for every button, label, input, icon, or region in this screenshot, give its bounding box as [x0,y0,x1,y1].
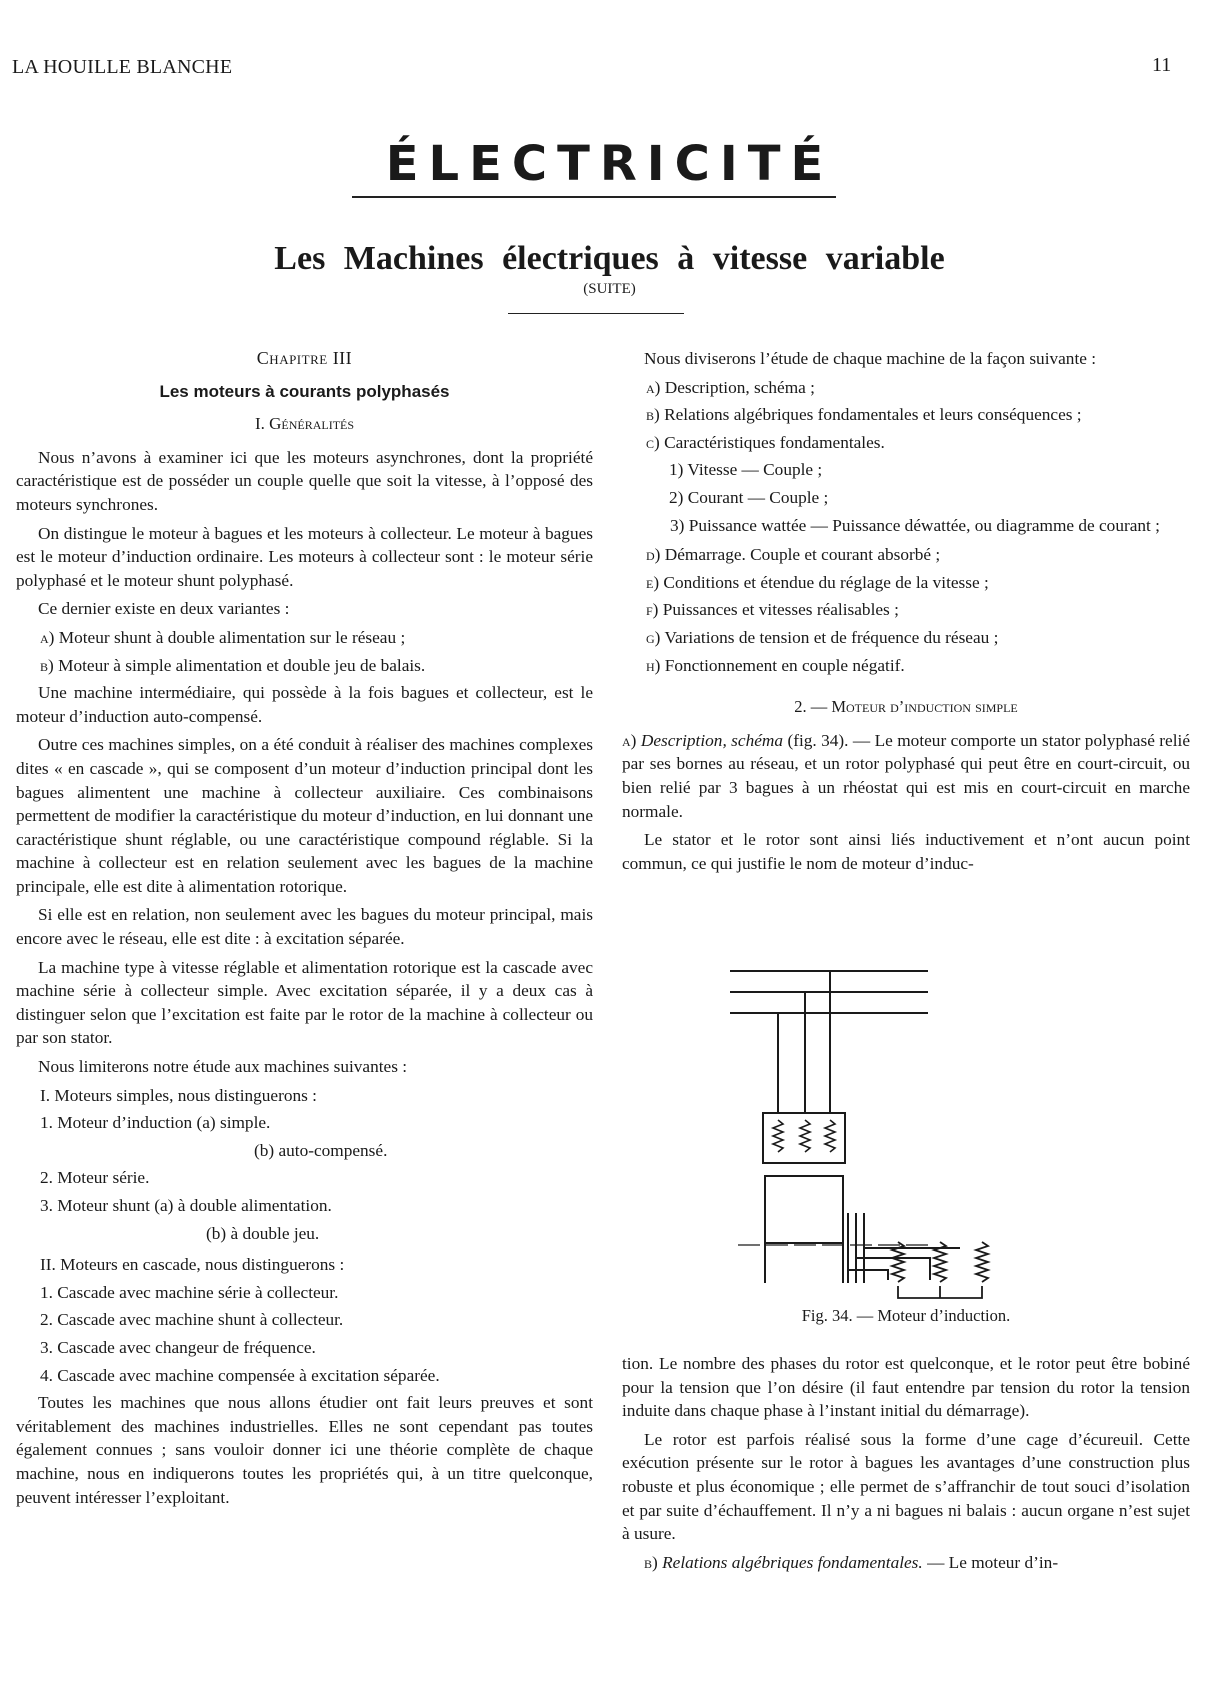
list-item: 2. Cascade avec machine shunt à collecteur. [40,1310,344,1330]
plan-item: g) Variations de tension et de fréquence du réseau ; [646,627,999,647]
rheostat-diagram [870,1240,1060,1310]
plan-subitem: 1) Vitesse — Couple ; [669,460,823,480]
list-item: I. Moteurs simples, nous distinguerons : [40,1085,317,1105]
running-title: LA HOUILLE BLANCHE [12,56,233,78]
list-item: 3. Moteur shunt (a) à double alimentation. [40,1196,332,1215]
paragraph: Nous n’avons à examiner ici que les moteurs asynchrones, dont la propriété caractéristique est de posséder un couple quelle que soit la vitesse, à l’opposé des moteurs synchrones. [16,447,593,514]
paragraph: Nous limiterons notre étude aux machines suivantes : [38,1057,408,1077]
figure-caption: Fig. 34. — Moteur d’induction. [801,1306,1011,1325]
paragraph: Le stator et le rotor sont ainsi liés inductivement et n’ont aucun point commun, ce qui justifie le nom de moteur d’induc- [622,830,1190,873]
list-item: (b) à double jeu. [206,1223,320,1243]
right-column-continued [622,1352,1190,1579]
rubric-rule [352,196,836,198]
induction-motor-diagram [730,958,960,1283]
plan-item: f) Puissances et vitesses réalisables ; [646,600,899,620]
plan-item: a) Description, schéma ; [646,377,815,397]
list-item: (b) auto-compensé. [254,1140,388,1160]
chapter-heading: Chapitre III [256,348,353,368]
list-item: 1. Cascade avec machine série à collecteur. [40,1282,339,1302]
chapter-title: Les moteurs à courants polyphasés [159,381,450,401]
paragraph: b) Relations algébriques fondamentales. — Le moteur d’in- [644,1552,1059,1572]
plan-item: e) Conditions et étendue du réglage de la vitesse ; [646,572,989,592]
paragraph: Si elle est en relation, non seulement avec les bagues du moteur principal, mais encore avec le réseau, elle est dite : à excitation séparée. [16,905,593,949]
section-heading: 2. — Moteur d’induction simple [794,697,1018,717]
article-title: Les Machines électriques à vitesse variable [274,240,945,277]
paragraph: Nous diviserons l’étude de chaque machine de la façon suivante : [644,349,1097,368]
paragraph: On distingue le moteur à bagues et les moteurs à collecteur. Le moteur à bagues est le moteur d’induction ordinaire. Les moteurs à collecteur sont : le moteur série polyphasé et le moteur shunt polyphasé. [16,523,593,590]
paragraph: Toutes les machines que nous allons étudier ont fait leurs preuves et sont véritablement des machines industrielles. Elles ne sont cependant pas toutes également connues ; sans vouloir donner ici une théorie complète de chaque machine, nous en indiquerons toutes les propriétés qui, à un titre quelconque, peuvent intéresser l’exploitant. [16,1393,593,1507]
list-item: 3. Cascade avec changeur de fréquence. [40,1337,316,1357]
page-number: 11 [1152,54,1172,76]
section-rubric: ÉLECTRICITÉ [385,136,834,192]
paragraph: Une machine intermédiaire, qui possède à la fois bagues et collecteur, est le moteur d’induction auto-compensé. [16,683,593,726]
list-item: b) Moteur à simple alimentation et double jeu de balais. [40,655,426,675]
list-item: II. Moteurs en cascade, nous distinguerons : [40,1255,345,1275]
plan-item: h) Fonctionnement en couple négatif. [646,655,905,675]
article-subtitle: (SUITE) [583,281,636,297]
list-item: 1. Moteur d’induction (a) simple. [40,1113,271,1133]
plan-item: d) Démarrage. Couple et courant absorbé ; [646,545,941,565]
section-heading: I. Généralités [254,414,355,434]
plan-item: b) Relations algébriques fondamentales et leurs conséquences ; [646,405,1082,425]
plan-item: c) Caractéristiques fondamentales. [646,432,885,452]
paragraph: Outre ces machines simples, on a été conduit à réaliser des machines complexes dites « en cascade », qui se composent d’un moteur d’induction principal dont les bagues alimentent une machine à collecteur auxiliaire. Ces combinaisons permettent de modifier la caractéristique du moteur d’induction, en lui donnant une caractéristique shunt réglable, ou une caractéristique compound réglable. Si la machine à collecteur est en relation seulement avec les bagues de la machine principale, elle est dite à alimentation rotorique. [16,735,593,896]
paragraph: La machine type à vitesse réglable et alimentation rotorique est la cascade avec machine série à collecteur simple. Avec excitation séparée, il y a deux cas à distinguer selon que l’excitation est faite par le rotor de la machine à collecteur ou par son stator. [16,957,593,1048]
paragraph: a) Description, schéma (fig. 34). — Le moteur comporte un stator polyphasé relié par ses bornes au réseau, et un rotor polyphasé qui peut être en court-circuit, ou bien relié par 3 bagues à un rhéostat qui est mis en court-circuit en marche normale. [622,730,1190,821]
paragraph: Le rotor est parfois réalisé sous la forme d’une cage d’écureuil. Cette exécution présente sur le rotor à bagues les avantages d’une construction plus robuste et plus économique ; elle permet de s’affranchir de tout souci d’isolation et par suite d’échauffement. Il n’y a ni bagues ni balais : aucun organe n’est sujet à usure. [622,1429,1190,1544]
left-column [16,347,593,1514]
paragraph: tion. Le nombre des phases du rotor est quelconque, et le rotor peut être bobiné pour la tension que l’on désire (il faut entendre par tension du rotor la tension induite dans chaque phase à l’instant initial du démarrage). [622,1354,1190,1421]
list-item: a) Moteur shunt à double alimentation sur le réseau ; [40,627,406,647]
list-item: 4. Cascade avec machine compensée à excitation séparée. [40,1365,440,1385]
right-column [622,347,1190,880]
plan-subitem: 2) Courant — Couple ; [669,487,829,507]
paragraph: Ce dernier existe en deux variantes : [38,599,290,619]
title-rule [508,313,684,314]
list-item: 2. Moteur série. [40,1168,150,1188]
plan-subitem: 3) Puissance wattée — Puissance déwattée, ou diagramme de courant ; [670,515,1160,535]
